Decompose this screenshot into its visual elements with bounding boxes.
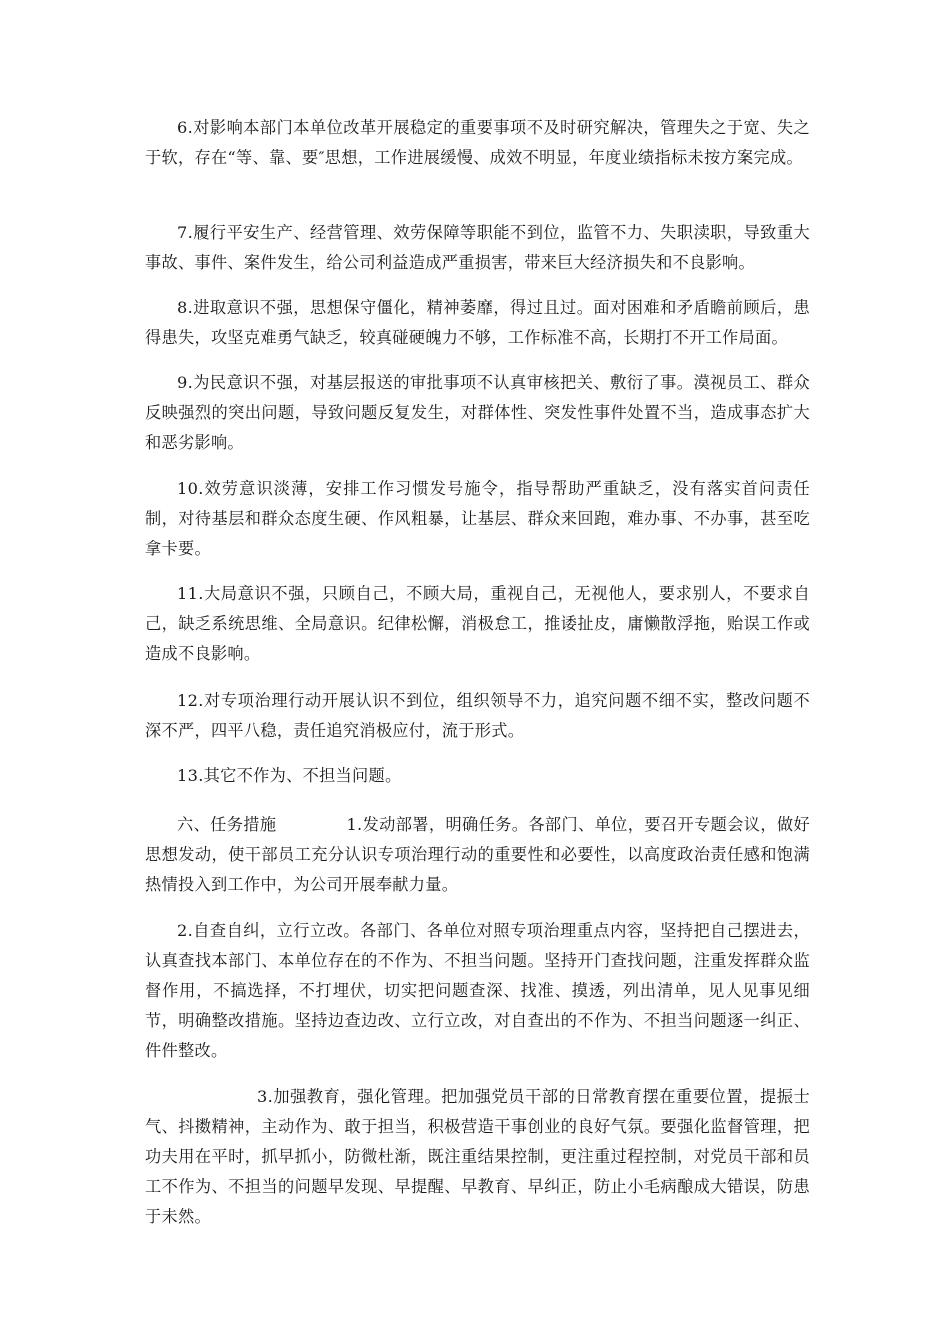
measure-1-text: 1.发动部署，明确任务。各部门、单位，要召开专题会议，做好思想发动，使干部员工充分认识专项治理行动的重要性和必要性，以高度政治责任感和饱满热情投入到工作中，为公司开展奉献力量。 <box>145 815 810 894</box>
measure-3-paragraph: 3.加强教育，强化管理。把加强党员干部的日常教育摆在重要位置，提振士气、抖擞精神，主动作为、敢于担当，积极营造干事创业的良好气氛。要强化监督管理，把功夫用在平时，抓早抓小，防微杜渐，既注重结果控制，更注重过程控制，对党员干部和员工不作为、不担当的问题早发现、早提醒、早教育、早纠正，防止小毛病酿成大错误，防患于未然。 <box>145 1087 810 1226</box>
paragraph-item-12: 12.对专项治理行动开展认识不到位，组织领导不力，追究问题不细不实，整改问题不深不严，四平八稳，责任追究消极应付，流于形式。 <box>145 691 810 740</box>
paragraph-item-9: 9.为民意识不强，对基层报送的审批事项不认真审核把关、敷衍了事。漠视员工、群众反映强烈的突出问题，导致问题反复发生，对群体性、突发性事件处置不当，造成事态扩大和恶劣影响。 <box>145 373 810 452</box>
section-six-paragraph <box>145 810 810 900</box>
paragraph-item-10: 10.效劳意识淡薄，安排工作习惯发号施令，指导帮助严重缺乏，没有落实首问责任制，对待基层和群众态度生硬、作风粗暴，让基层、群众来回跑，难办事、不办事，甚至吃拿卡要。 <box>145 479 810 558</box>
paragraph-item-7: 7.履行平安生产、经营管理、效劳保障等职能不到位，监管不力、失职渎职，导致重大事故、事件、案件发生，给公司利益造成严重损害，带来巨大经济损失和不良影响。 <box>145 223 810 272</box>
paragraph-item-6: 6.对影响本部门本单位改革开展稳定的重要事项不及时研究解决，管理失之于宽、失之于软，存在“等、靠、要″思想，工作进展缓慢、成效不明显，年度业绩指标未按方案完成。 <box>145 118 810 167</box>
section-heading: 六、任务措施 <box>177 815 277 834</box>
measure-2-paragraph: 2.自查自纠，立行立改。各部门、各单位对照专项治理重点内容，坚持把自己摆进去，认真查找本部门、本单位存在的不作为、不担当问题。坚持开门查找问题，注重发挥群众监督作用，不搞选择，不打埋伏，切实把问题查深、找准、摸透，列出清单，见人见事见细节，明确整改措施。坚持边查边改、立行立改，对自查出的不作为、不担当问题逐一纠正、件件整改。 <box>145 921 810 1060</box>
paragraph-item-13: 13.其它不作为、不担当问题。 <box>177 766 402 785</box>
paragraph-item-11: 11.大局意识不强，只顾自己，不顾大局，重视自己，无视他人，要求别人，不要求自己，缺乏系统思维、全局意识。纪律松懈，消极怠工，推诿扯皮，庸懒散浮拖，贻误工作或造成不良影响。 <box>145 584 810 663</box>
paragraph-item-8: 8.进取意识不强，思想保守僵化，精神萎靡，得过且过。面对困难和矛盾瞻前顾后，患得患失，攻坚克难勇气缺乏，较真碰硬魄力不够，工作标准不高，长期打不开工作局面。 <box>145 298 810 347</box>
